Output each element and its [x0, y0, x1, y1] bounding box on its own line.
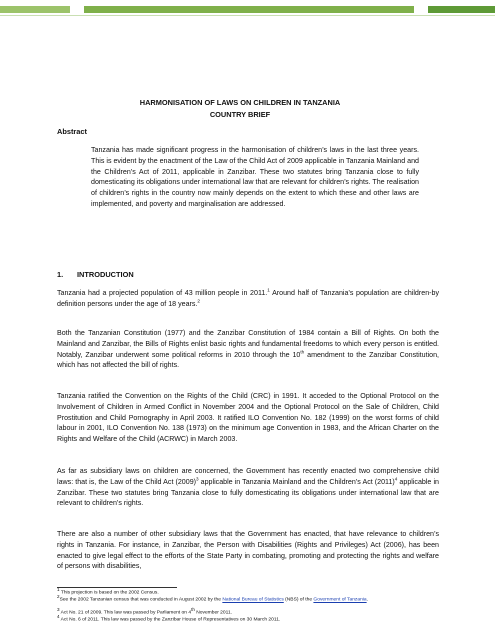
- government-link[interactable]: Government of Tanzania: [313, 597, 367, 603]
- footnote-number: 1: [57, 587, 60, 592]
- abstract-heading: Abstract: [57, 127, 87, 136]
- paragraph-subsidiary-laws: [57, 466, 439, 509]
- header-bar-left: [0, 6, 70, 13]
- paragraph-constitution: [57, 328, 439, 371]
- footnote-1: [57, 587, 442, 597]
- paragraph-other-laws: There are also a number of other subsidiary laws that the Government has enacted, that have relevance to children’s rights in Tanzania. For instance, in Zanzibar, the Person with Disabilities (Rights and Privileges) Act (2006), has been enacted to give legal effect to the efforts of the State Party in combating, promoting and protecting the rights and welfare of persons with disabilities,: [57, 530, 439, 571]
- footnote-text: See the 2002 Tanzanian census that was conducted in August 2002 by the: [59, 597, 223, 603]
- paragraph-text: applicable in Tanzania Mainland and the Children’s Act (2011): [198, 477, 395, 486]
- footnote-3: [57, 607, 442, 617]
- paragraph-text: applicable in Zanzibar. These two statutes bring Tanzania close to fully domesticating its obligations under international law that are relevant to children’s rights.: [57, 477, 439, 508]
- footnote-ref[interactable]: 3: [196, 476, 199, 482]
- footnote-ref[interactable]: 2: [197, 298, 200, 304]
- footnote-ref[interactable]: 1: [267, 287, 270, 293]
- footnote-number: 2: [57, 594, 60, 599]
- header-bar-center: [84, 6, 414, 13]
- document-title: HARMONISATION OF LAWS ON CHILDREN IN TANZANIA: [139, 98, 341, 107]
- abstract-text: Tanzania has made significant progress in the harmonisation of children’s laws in the last three years. This is evident by the enactment of the Law of the Child Act of 2009 applicable in Tanzania Mainland and the Children’s Act of 2011, applicable in Zanzibar. These two statutes bring Tanzania close to fully domesticating its obligations under international law that are relevant for children’s rights. The realisation of children’s rights in the country now mainly depends on the extent to which these and other laws are implemented, and poverty and marginalisation are addressed.: [91, 146, 419, 208]
- footnote-text: Act No. 21 of 2009. This law was passed by Parliament on 4: [59, 610, 192, 616]
- paragraph-text: Tanzania had a projected population of 43 million people in 2011.: [57, 289, 268, 297]
- paragraph-text: amendment to the Zanzibar Constitution, which has not affected the bill of rights.: [57, 350, 440, 370]
- footnote-text: Act No. 6 of 2011. This law was passed by the Zanzibar House of Representatives on 30 March 2011.: [59, 617, 281, 623]
- footnote-text: This projection is based on the 2002 Census.: [59, 590, 159, 596]
- paragraph-text: Around half of Tanzania’s population are children-by definition persons under the age of 18 years.: [57, 289, 439, 308]
- footnote-2: [57, 594, 442, 604]
- footnote-text: .: [366, 597, 368, 603]
- footnote-4: [57, 614, 442, 624]
- header-bar-right: [428, 6, 495, 13]
- footnote-number: 4: [57, 614, 60, 619]
- footnote-separator: [57, 587, 177, 588]
- header-divider: [0, 15, 495, 16]
- footnote-text: November 2011.: [194, 610, 233, 616]
- section-number: 1.: [57, 270, 64, 279]
- paragraph-population: [57, 288, 439, 310]
- nbs-link[interactable]: National Bureau of Statistics: [222, 597, 284, 603]
- ordinal-suffix: th: [191, 607, 195, 612]
- document-subtitle: COUNTRY BRIEF: [209, 110, 271, 119]
- footnote-text: (NBS) of the: [283, 597, 314, 603]
- paragraph-text: Both the Tanzanian Constitution (1977) and the Zanzibar Constitution of 1984 contain a Bill of Rights. On both the Mainland and Zanzibar, the Bills of Rights enlist basic rights and fundamental freedoms to which every person is entitled. Notably, Zanzibar underwent some political reforms in 2010 through the 10: [57, 329, 439, 359]
- footnote-ref[interactable]: 4: [394, 476, 398, 482]
- paragraph-ratification: Tanzania ratified the Convention on the Rights of the Child (CRC) in 1991. It acceded to the Optional Protocol on the Involvement of Children in Armed Conflict in November 2004 and the Optional Protocol on the Sale of Children, Child Prostitution and Child Pornography in April 2003. It ratified ILO Convention No. 182 (1999) on the worst forms of child labour in 2001, ILO Convention No. 138 (1973) on the minimum age Convention in 1983, and the African Charter on the Rights and Welfare of the Child (ACRWC) in March 2003.: [57, 392, 439, 444]
- footnote-number: 3: [57, 607, 60, 612]
- paragraph-text: As far as subsidiary laws on children are concerned, the Government has recently enacted two comprehensive child laws: that is, the Law of the Child Act (2009): [57, 467, 439, 486]
- section-heading-introduction: [57, 270, 134, 279]
- ordinal-suffix: th: [300, 349, 305, 355]
- section-title: INTRODUCTION: [77, 270, 134, 279]
